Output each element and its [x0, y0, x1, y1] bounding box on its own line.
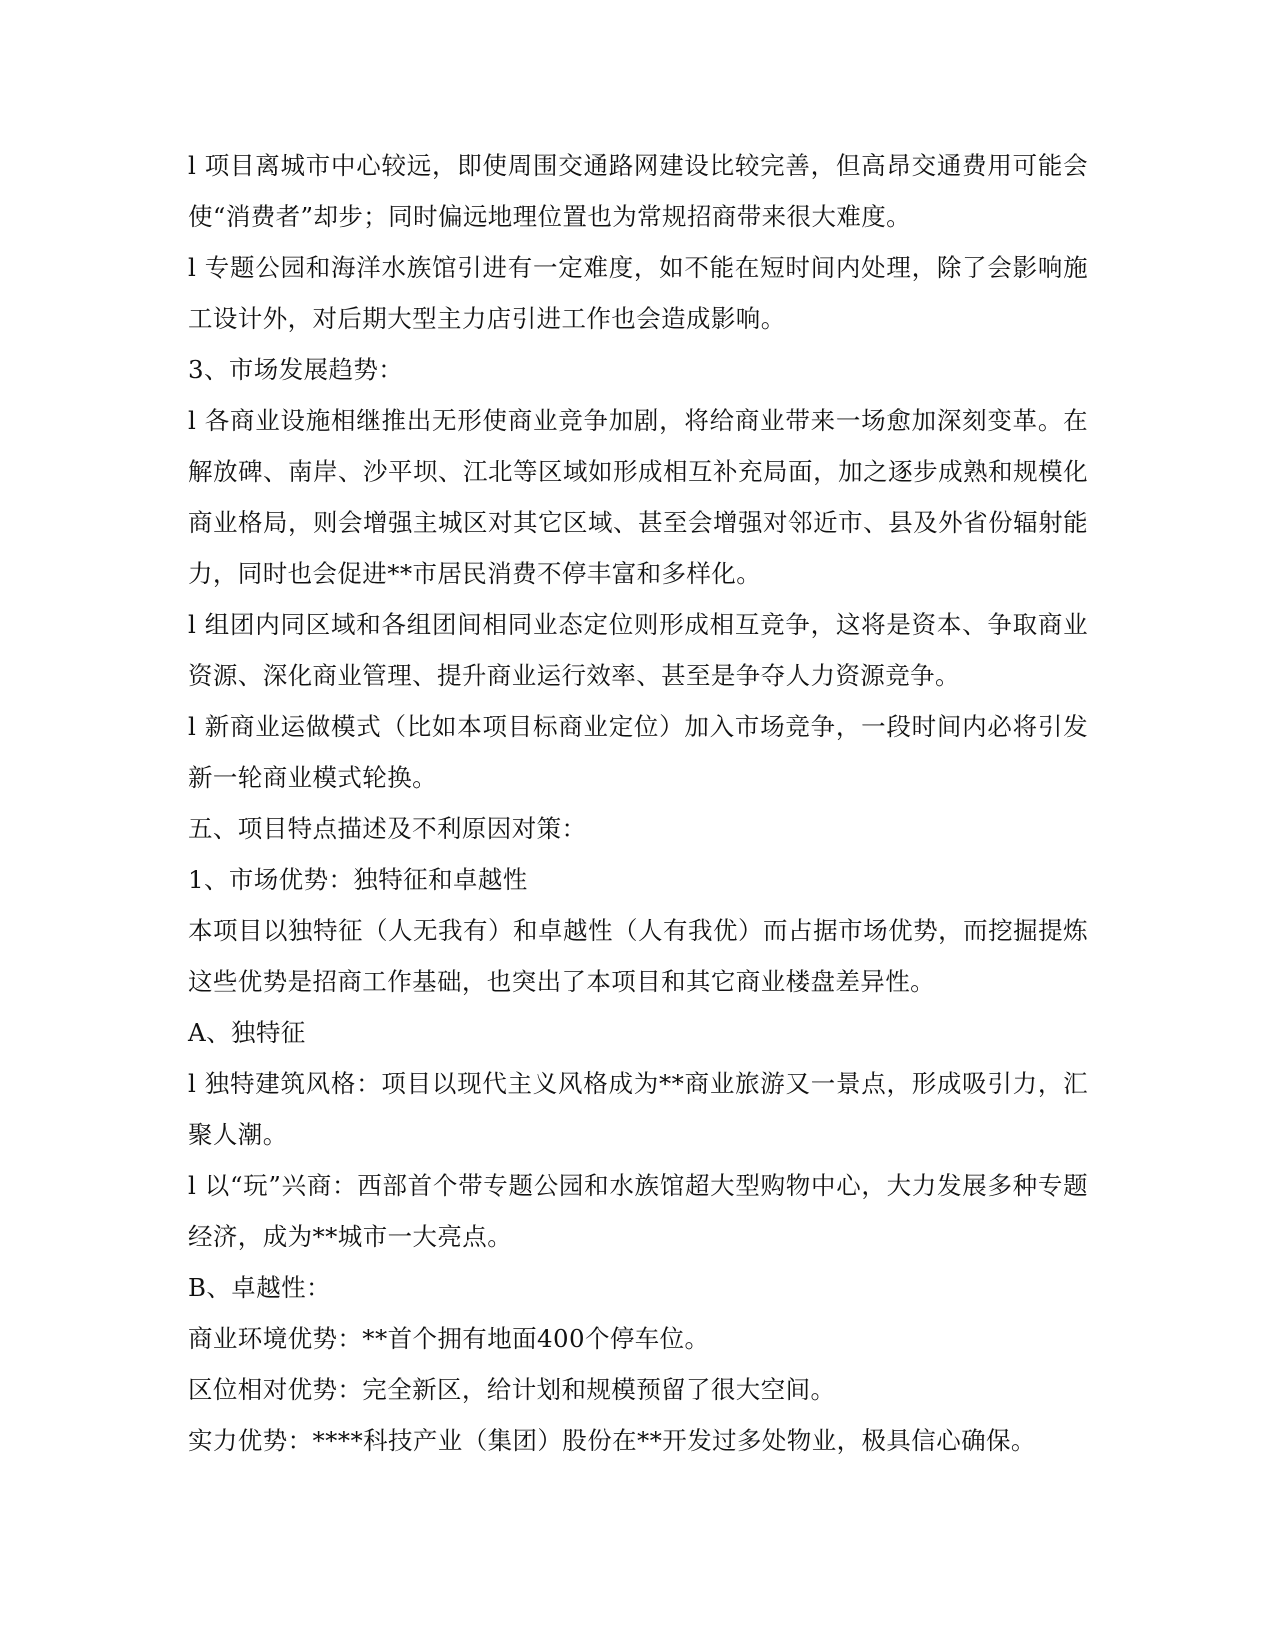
- paragraph-business-environment: 商业环境优势：**首个拥有地面400个停车位。: [188, 1324, 710, 1353]
- heading-market-advantage: 1、市场优势：独特征和卓越性: [188, 865, 528, 894]
- heading-market-trend: 3、市场发展趋势：: [188, 355, 404, 384]
- paragraph-theme-park-difficulty: l 专题公园和海洋水族馆引进有一定难度，如不能在短时间内处理，除了会影响施工设计外，对后期大型主力店引进工作也会造成影响。: [188, 253, 1088, 333]
- paragraph-architecture-style: l 独特建筑风格：项目以现代主义风格成为**商业旅游又一景点，形成吸引力，汇聚人潮。: [188, 1069, 1088, 1149]
- paragraph-advantage-summary: 本项目以独特征（人无我有）和卓越性（人有我优）而占据市场优势，而挖掘提炼这些优势是招商工作基础，也突出了本项目和其它商业楼盘差异性。: [188, 916, 1088, 996]
- paragraph-location-disadvantage: l 项目离城市中心较远，即使周围交通路网建设比较完善，但高昂交通费用可能会使“消费者”却步；同时偏远地理位置也为常规招商带来很大难度。: [188, 151, 1088, 231]
- paragraph-location-advantage: 区位相对优势：完全新区，给计划和规模预留了很大空间。: [188, 1375, 836, 1404]
- heading-uniqueness: A、独特征: [188, 1018, 306, 1047]
- document-body: [188, 140, 1088, 1466]
- paragraph-new-business-model: l 新商业运做模式（比如本项目标商业定位）加入市场竞争，一段时间内必将引发新一轮商业模式轮换。: [188, 712, 1088, 792]
- paragraph-play-business: l 以“玩”兴商：西部首个带专题公园和水族馆超大型购物中心，大力发展多种专题经济，成为**城市一大亮点。: [188, 1171, 1088, 1251]
- paragraph-competition-intensify: l 各商业设施相继推出无形使商业竞争加剧，将给商业带来一场愈加深刻变革。在解放碑、南岸、沙平坝、江北等区域如形成相互补充局面，加之逐步成熟和规模化商业格局，则会增强主城区对其它区域、甚至会增强对邻近市、县及外省份辐射能力，同时也会促进**市居民消费不停丰富和多样化。: [188, 406, 1088, 588]
- heading-excellence: B、卓越性：: [188, 1273, 331, 1302]
- paragraph-strength-advantage: 实力优势：****科技产业（集团）股份在**开发过多处物业，极具信心确保。: [188, 1426, 1036, 1455]
- heading-project-features: 五、项目特点描述及不利原因对策：: [188, 814, 587, 843]
- paragraph-group-competition: l 组团内同区域和各组团间相同业态定位则形成相互竞争，这将是资本、争取商业资源、深化商业管理、提升商业运行效率、甚至是争夺人力资源竞争。: [188, 610, 1088, 690]
